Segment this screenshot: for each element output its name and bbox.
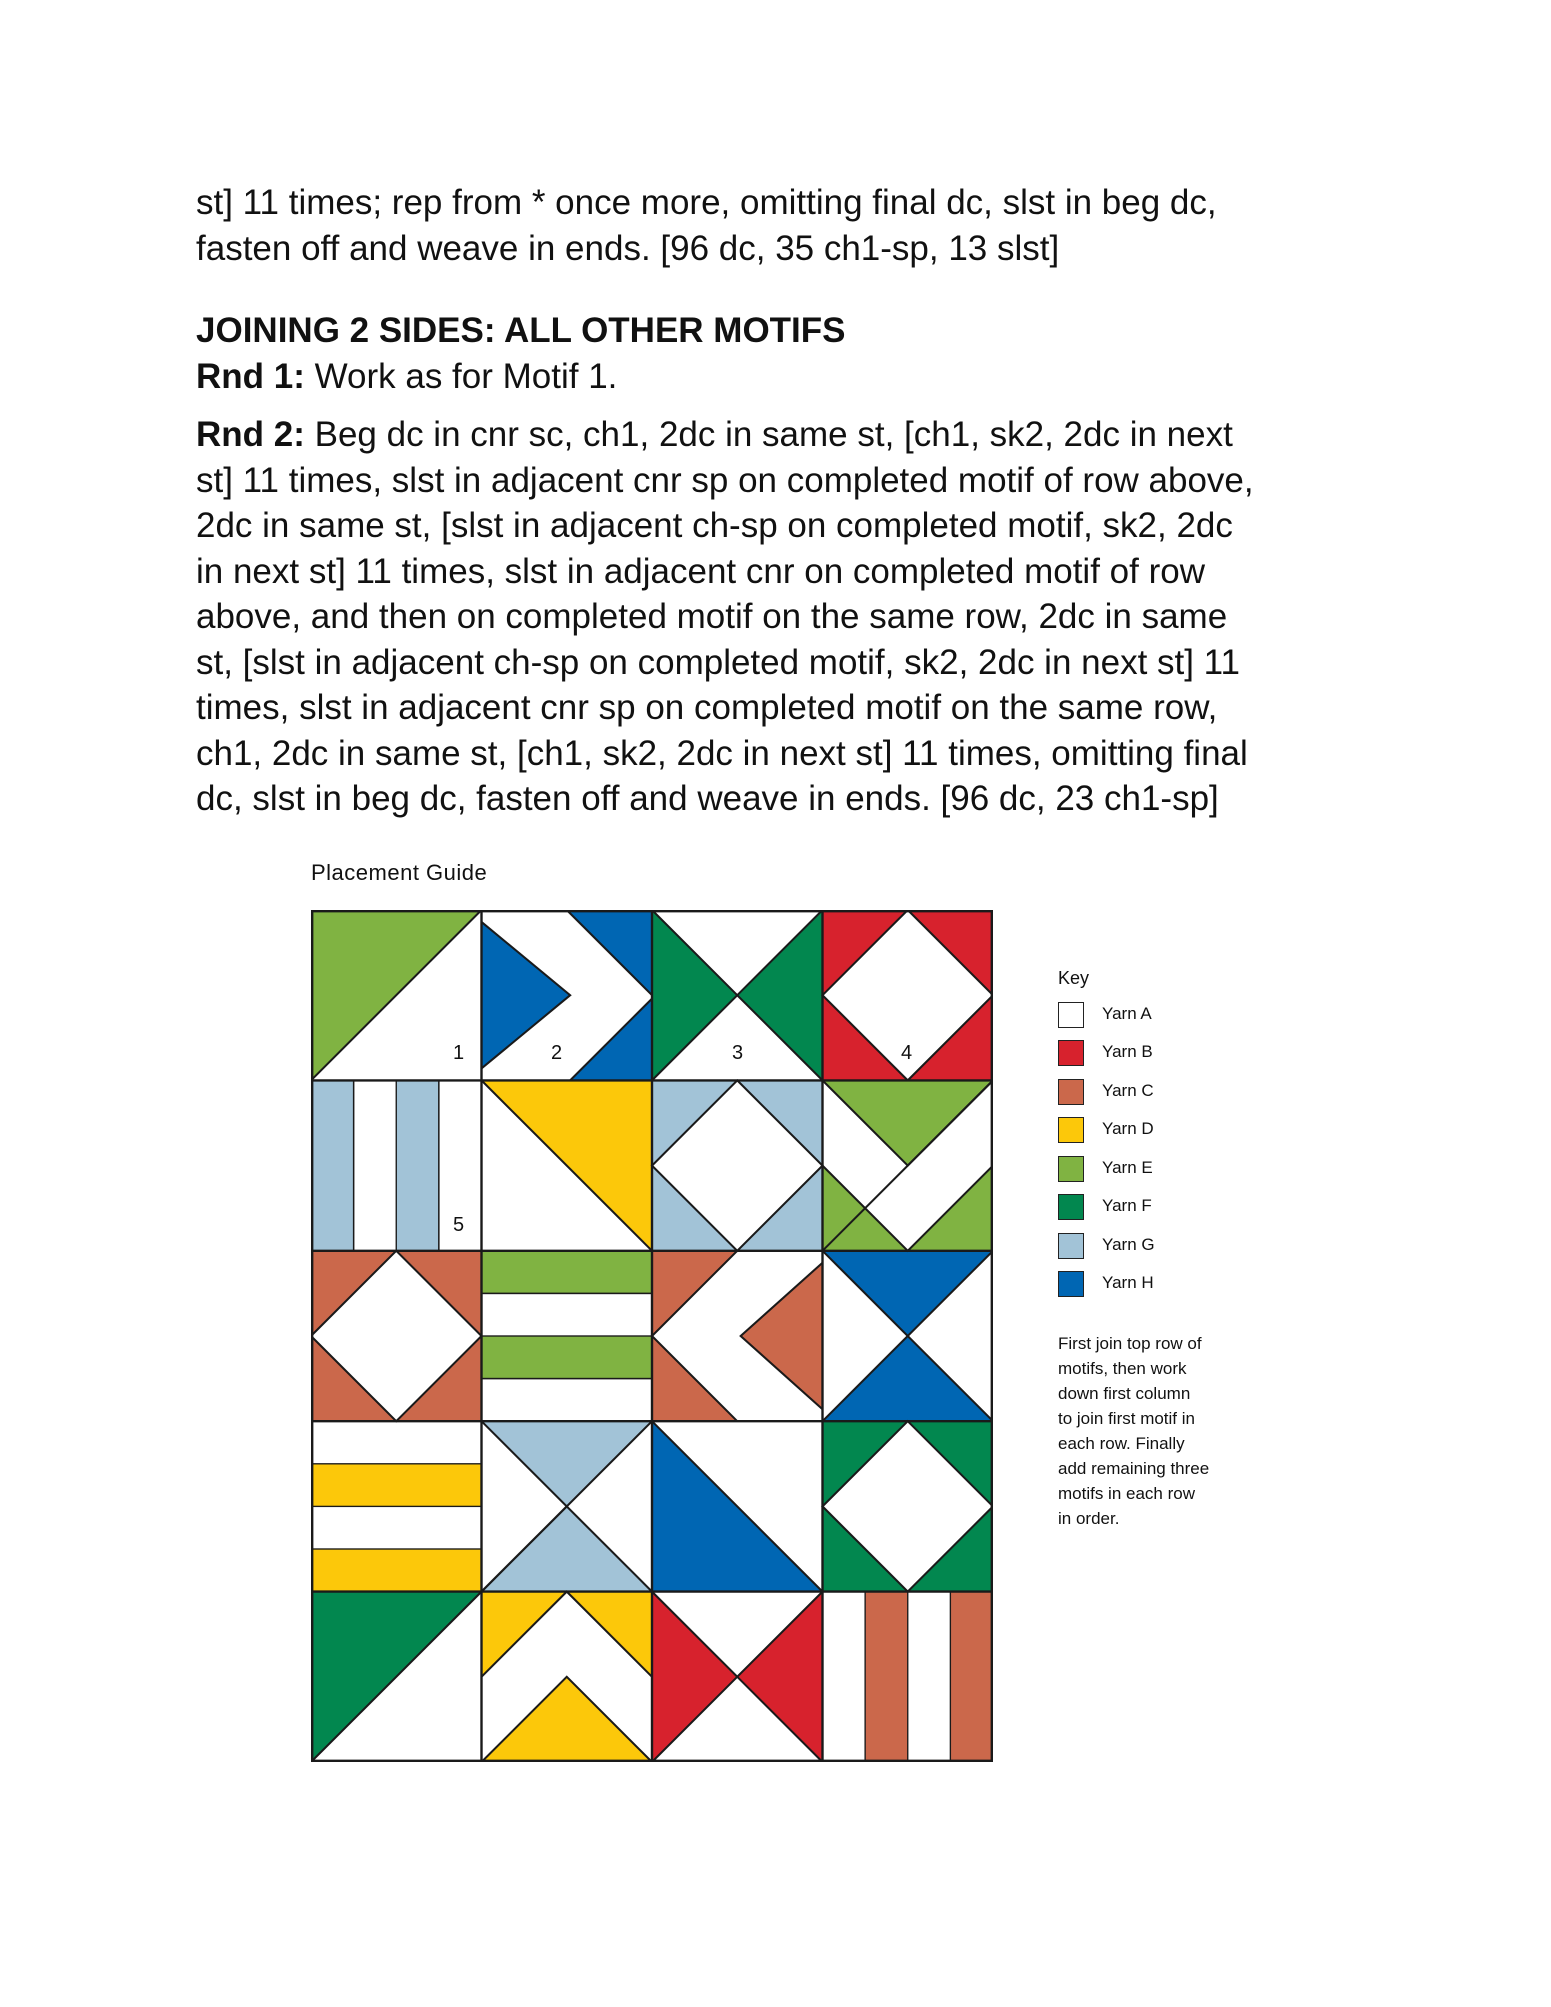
key-row-yarn-b	[1058, 1040, 1258, 1070]
motif-r2c3	[652, 1080, 823, 1250]
key-row-yarn-a	[1058, 1002, 1258, 1032]
text-line: Beg dc in cnr sc, ch1, 2dc in same st, [ch1, sk2, 2dc in next	[304, 415, 1233, 454]
yarn-f-label: Yarn F	[1102, 1196, 1152, 1215]
text-line: st] 11 times; rep from * once more, omitting final dc, slst in beg dc,	[196, 183, 1217, 222]
yarn-a-swatch	[1058, 1002, 1084, 1028]
motif-r3c1	[311, 1251, 482, 1421]
motif-number-5: 5	[453, 1214, 465, 1236]
yarn-c-swatch	[1058, 1079, 1084, 1105]
yarn-b-swatch	[1058, 1040, 1084, 1066]
paragraph-continuation	[196, 180, 1386, 271]
text-line: dc, slst in beg dc, fasten off and weave in ends. [96 dc, 23 ch1-sp]	[196, 779, 1219, 818]
text-line: st] 11 times, slst in adjacent cnr sp on completed motif of row above,	[196, 460, 1254, 500]
text-line: times, slst in adjacent cnr sp on completed motif on the same row,	[196, 688, 1218, 727]
note-line: First join top row of	[1058, 1334, 1202, 1353]
text-line: ch1, 2dc in same st, [ch1, sk2, 2dc in next st] 11 times, omitting final	[196, 733, 1248, 773]
key-row-yarn-d	[1058, 1117, 1258, 1147]
round-1-text: Work as for Motif 1.	[304, 357, 618, 396]
note-line: motifs in each row	[1058, 1484, 1195, 1503]
joining-order-note	[1058, 1331, 1258, 1531]
yarn-d-label: Yarn D	[1102, 1119, 1154, 1138]
placement-grid	[311, 910, 993, 1762]
note-line: down first column	[1058, 1384, 1191, 1403]
yarn-h-label: Yarn H	[1102, 1273, 1154, 1292]
key-row-yarn-h	[1058, 1271, 1258, 1301]
key-row-yarn-c	[1058, 1079, 1258, 1109]
yarn-h-swatch	[1058, 1271, 1084, 1297]
motif-number-2: 2	[551, 1042, 563, 1064]
motif-number-3: 3	[732, 1042, 744, 1064]
text-line: in next st] 11 times, slst in adjacent cnr on completed motif of row	[196, 551, 1205, 591]
text-line: above, and then on completed motif on the same row, 2dc in same	[196, 597, 1228, 636]
note-line: add remaining three	[1058, 1459, 1210, 1478]
motif-r3c3	[652, 1251, 823, 1421]
motif-number-4: 4	[901, 1042, 913, 1064]
yarn-b-label: Yarn B	[1102, 1042, 1153, 1061]
key-title: Key	[1058, 968, 1090, 988]
yarn-c-label: Yarn C	[1102, 1081, 1154, 1100]
text-line: st, [slst in adjacent ch-sp on completed motif, sk2, 2dc in next st] 11	[196, 642, 1241, 682]
motif-r2c1	[311, 1080, 439, 1250]
yarn-e-label: Yarn E	[1102, 1158, 1153, 1177]
text-line: fasten off and weave in ends. [96 dc, 35 ch1-sp, 13 slst]	[196, 228, 1060, 268]
yarn-a-label: Yarn A	[1102, 1004, 1152, 1023]
key-row-yarn-f	[1058, 1194, 1258, 1224]
yarn-g-swatch	[1058, 1233, 1084, 1259]
motif-r1c2	[482, 910, 653, 1080]
yarn-e-swatch	[1058, 1156, 1084, 1182]
placement-guide-title: Placement Guide	[311, 860, 488, 885]
motif-r4c1	[311, 1464, 482, 1592]
key-row-yarn-g	[1058, 1233, 1258, 1263]
yarn-d-swatch	[1058, 1117, 1084, 1143]
text-line: 2dc in same st, [slst in adjacent ch-sp on completed motif, sk2, 2dc	[196, 506, 1233, 545]
yarn-f-swatch	[1058, 1194, 1084, 1220]
round-2-label: Rnd 2:	[196, 415, 305, 454]
key-row-yarn-e	[1058, 1156, 1258, 1186]
note-line: to join first motif in	[1058, 1409, 1195, 1428]
section-heading: JOINING 2 SIDES: ALL OTHER MOTIFS	[196, 311, 846, 350]
motif-number-1: 1	[453, 1042, 465, 1064]
motif-r4c4	[823, 1421, 994, 1591]
note-line: in order.	[1058, 1509, 1120, 1528]
motif-r5c4	[865, 1592, 993, 1762]
motif-r3c2	[482, 1251, 653, 1379]
yarn-g-label: Yarn G	[1102, 1235, 1155, 1254]
round-1-label: Rnd 1:	[196, 357, 305, 396]
note-line: each row. Finally	[1058, 1434, 1185, 1453]
note-line: motifs, then work	[1058, 1359, 1187, 1378]
round-1-instruction	[196, 354, 1386, 400]
round-2-instruction	[196, 412, 1386, 822]
